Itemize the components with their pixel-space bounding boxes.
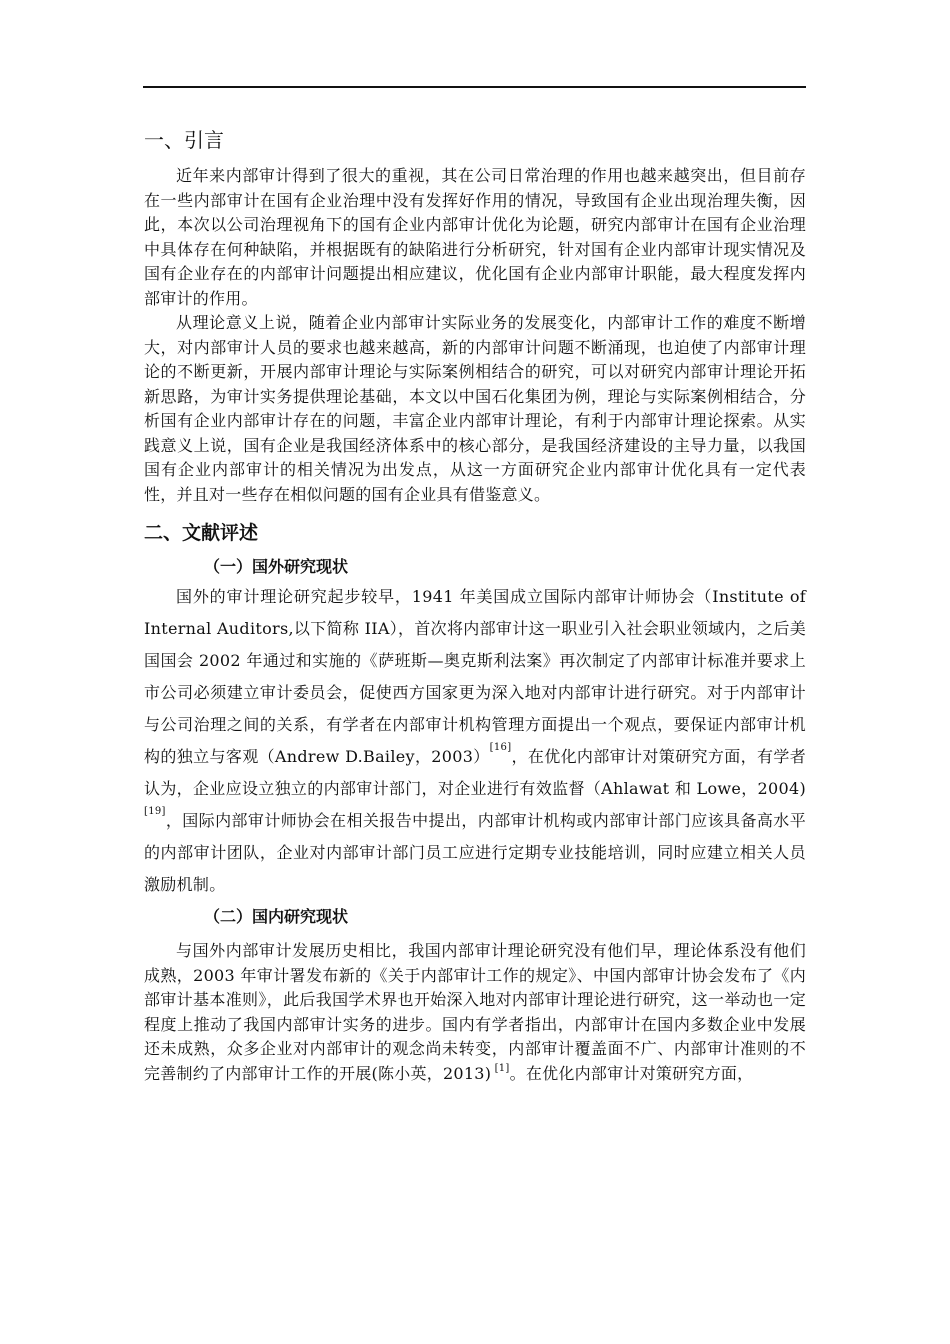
citation-ref: [16] [489,742,512,753]
subsection-heading-domestic-research: （二）国内研究现状 [204,907,349,926]
header-rule [143,86,806,88]
document-body [144,124,806,1086]
paragraph-text: ，在优化内部审计对策研究方面，有学者认为，企业应设立独立的内部审计部门，对企业进行有效监督（Ahlawat 和 Lowe，2004) [144,747,806,798]
paragraph [144,581,806,901]
subsection-heading-foreign-research: （一）国外研究现状 [204,557,349,576]
citation-ref: [1] [491,1062,510,1074]
paragraph: 从理论意义上说，随着企业内部审计实际业务的发展变化，内部审计工作的难度不断增大，对内部审计人员的要求也越来越高，新的内部审计问题不断涌现，也迫使了内部审计理论的不断更新，开展内部审计理论与实际案例相结合的研究，可以对研究内部审计理论开拓新思路，为审计实务提供理论基础，本文以中国石化集团为例，理论与实际案例相结合，分析国有企业内部审计存在的问题，丰富企业内部审计理论，有利于内部审计理论探索。从实践意义上说，国有企业是我国经济体系中的核心部分，是我国经济建设的主导力量，以我国国有企业内部审计的相关情况为出发点，从这一方面研究企业内部审计优化具有一定代表性，并且对一些存在相似问题的国有企业具有借鉴意义。 [144,313,806,504]
paragraph [144,939,806,1086]
paragraph-text: ，国际内部审计师协会在相关报告中提出，内部审计机构或内部审计部门应该具备高水平的内部审计团队，企业对内部审计部门员工应进行定期专业技能培训，同时应建立相关人员激励机制。 [144,811,806,894]
paragraph: 近年来内部审计得到了很大的重视，其在公司日常治理的作用也越来越突出，但目前存在一些内部审计在国有企业治理中没有发挥好作用的情况，导致国有企业出现治理失衡，因此，本次以公司治理视角下的国有企业内部审计优化为论题，研究内部审计在国有企业治理中具体存在何种缺陷，并根据既有的缺陷进行分析研究，针对国有企业内部审计现实情况及国有企业存在的内部审计问题提出相应建议，优化国有企业内部审计职能，最大程度发挥内部审计的作用。 [144,166,806,308]
section-heading-literature-review: 二、文献评述 [144,522,259,544]
section-heading-introduction: 一、引言 [144,128,224,152]
paragraph-text: 与国外内部审计发展历史相比，我国内部审计理论研究没有他们早，理论体系没有他们成熟，2003 年审计署发布新的《关于内部审计工作的规定》、中国内部审计协会发布了《内部审计基本准则》，此后我国学术界也开始深入地对内部审计理论进行研究，这一举动也一定程度上推动了我国内部审计实务的进步。国内有学者指出，内部审计在国内多数企业中发展还未成熟，众多企业对内部审计的观念尚未转变，内部审计覆盖面不广、内部审计准则的不完善制约了内部审计工作的开展(陈小英，2013) [144,941,806,1083]
paragraph-text: 国外的审计理论研究起步较早，1941 年美国成立国际内部审计师协会（Institute of Internal Auditors,以下简称 IIA），首次将内部审计这一职业引入社会职业领域内，之后美国国会 2002 年通过和实施的《萨班斯—奥克斯利法案》再次制定了内部审计标准并要求上市公司必须建立审计委员会，促使西方国家更为深入地对内部审计进行研究。对于内部审计与公司治理之间的关系，有学者在内部审计机构管理方面提出一个观点，要保证内部审计机构的独立与客观（Andrew D.Bailey，2003） [144,587,806,766]
citation-ref: [19] [144,806,166,817]
paragraph-text: 。在优化内部审计对策研究方面， [509,1063,754,1083]
